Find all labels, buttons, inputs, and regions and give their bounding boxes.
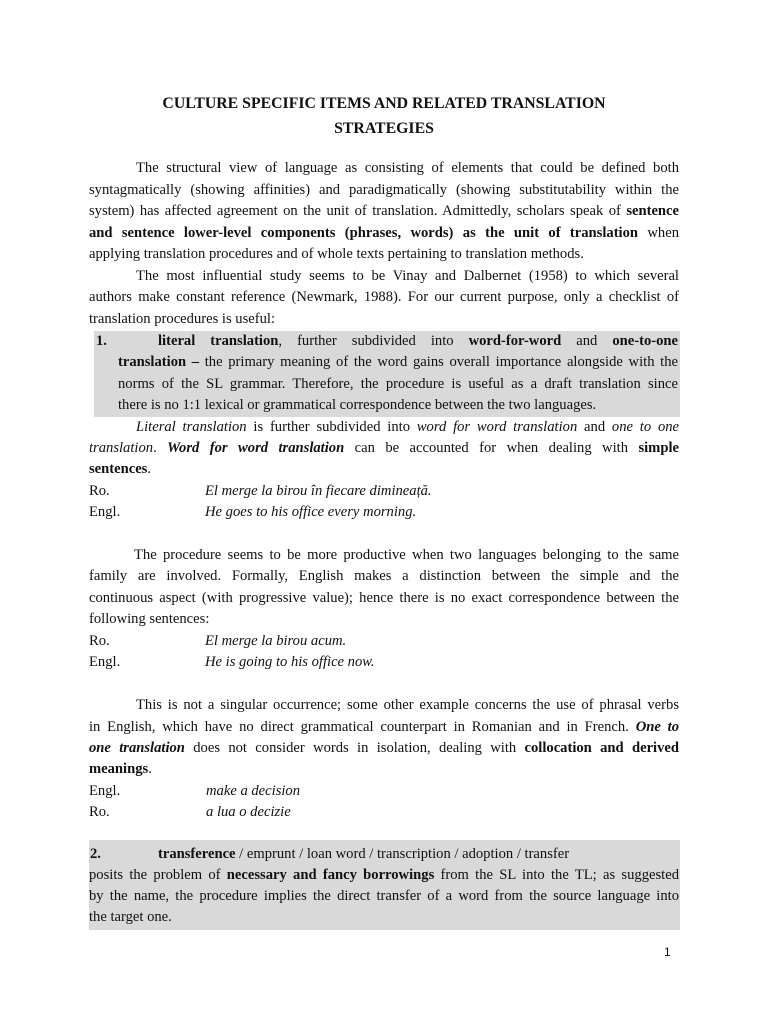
bold-term: word-for-word [468,333,562,349]
text-span: and [577,419,612,435]
example-language-label: Ro. [89,483,110,499]
bold-term: and sentence lower-level components (phrases, words) as the unit of translation [89,225,639,241]
bold-term: one-to-one [612,333,678,349]
example-language-label: Engl. [89,504,121,520]
bold-term: literal translation [158,333,279,349]
text-line: The procedure seems to be more productive when two languages belonging to the same [134,547,679,563]
text-line: family are involved. Formally, English makes a distinction between the simple and the [89,568,679,584]
bold-term: sentence [626,203,679,219]
bold-italic-term: One to [635,719,679,735]
example-phrase: make a decision [206,783,301,799]
text-line: by the name, the procedure implies the direct transfer of a word from the source language into [89,888,679,904]
text-span: does not consider words in isolation, dealing with [184,740,525,756]
text-span: and [561,333,613,349]
text-span: / emprunt / loan word / transcription / adoption / transfer [235,846,570,862]
text-line: applying translation procedures and of whole texts pertaining to translation methods. [89,246,584,262]
bold-term: transference [158,846,236,862]
bold-term: collocation and derived [524,740,679,756]
example-sentence: He is going to his office now. [205,654,375,670]
example-sentence: El merge la birou acum. [205,633,347,649]
text-line: following sentences: [89,611,210,627]
text-span: , further subdivided into [278,333,469,349]
bold-term: meanings [89,761,149,777]
example-language-label: Engl. [89,783,121,799]
bold-term: sentences [89,461,148,477]
example-sentence: El merge la birou în fiecare dimineață. [205,483,432,499]
text-span: can be accounted for when dealing with [344,440,639,456]
text-span: from the SL into the TL; as suggested [434,867,679,883]
text-line: The structural view of language as consisting of elements that could be defined both [136,160,679,176]
example-phrase: a lua o decizie [206,804,291,820]
bold-term: translation – [118,354,200,370]
list-number: 2. [90,846,101,862]
italic-term: one to one [611,419,680,435]
bold-italic-term: Word for word translation [167,440,345,456]
text-span: when [638,225,679,241]
text-span: posits the problem of [89,867,227,883]
text-line: syntagmatically (showing affinities) and paradigmatically (showing substitutability within the [89,182,679,198]
text-span: is further subdivided into [246,419,417,435]
text-span: . [148,761,152,777]
document-title-line-1: CULTURE SPECIFIC ITEMS AND RELATED TRANSLATION [162,95,606,112]
text-line: the target one. [89,909,172,925]
text-line: authors make constant reference (Newmark, 1988). For our current purpose, only a checklist of [89,289,679,305]
text-span: . [147,461,152,477]
list-number: 1. [96,333,107,349]
text-span: . [153,440,168,456]
text-span: in English, which have no direct grammatical counterpart in Romanian and in French. [89,719,636,735]
example-language-label: Engl. [89,654,121,670]
bold-term: simple [638,440,679,456]
italic-term: word for word translation [416,419,578,435]
text-line: This is not a singular occurrence; some other example concerns the use of phrasal verbs [136,697,679,713]
text-line: translation procedures is useful: [89,311,276,327]
bold-term: necessary and fancy borrowings [226,867,435,883]
bold-italic-term: one translation [89,740,185,756]
example-language-label: Ro. [89,633,110,649]
text-line: norms of the SL grammar. Therefore, the procedure is useful as a draft translation since [118,376,678,392]
text-line: continuous aspect (with progressive value); hence there is no exact correspondence between the [89,590,679,606]
text-line: The most influential study seems to be Vinay and Dalbernet (1958) to which several [136,268,679,284]
text-span: the primary meaning of the word gains overall importance alongside with the [199,354,678,370]
document-title-line-2: STRATEGIES [334,120,434,137]
text-span: system) has affected agreement on the unit of translation. Admittedly, scholars speak of [89,203,627,219]
italic-term: Literal translation [136,419,247,435]
example-sentence: He goes to his office every morning. [205,504,417,520]
italic-term: translation [89,440,154,456]
text-line: there is no 1:1 lexical or grammatical correspondence between the two languages. [118,397,597,413]
example-language-label: Ro. [89,804,110,820]
page-number: 1 [664,945,671,959]
